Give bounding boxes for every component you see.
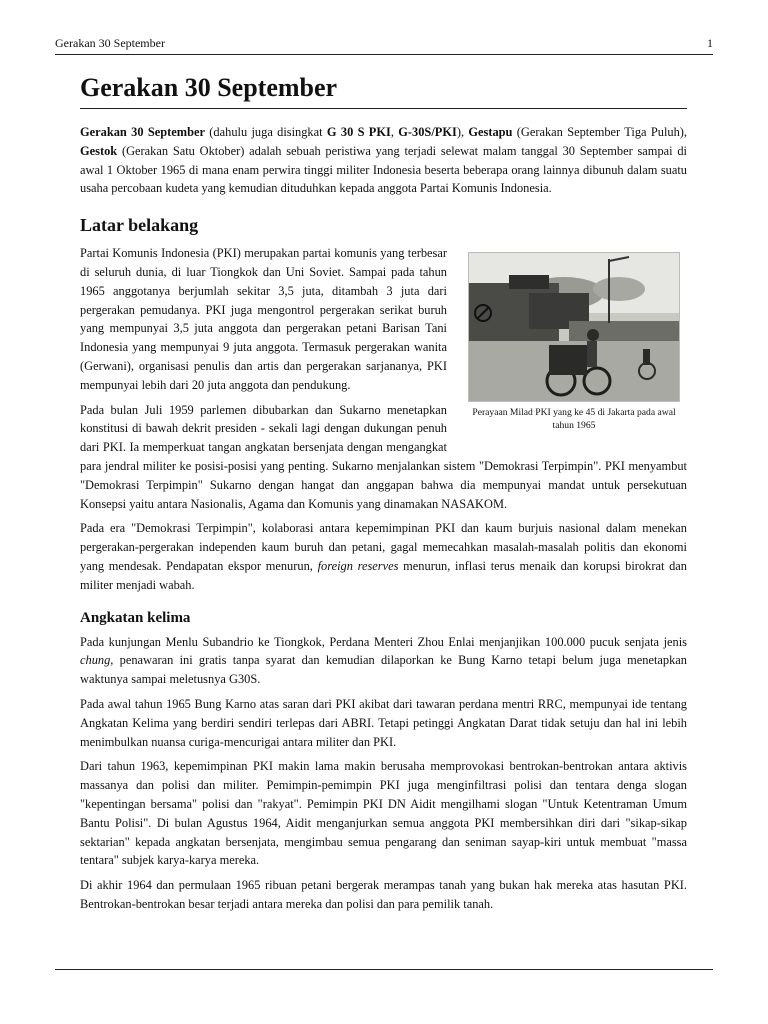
paragraph-text: menurun, inflasi terus menaik dan korupsi birokrat dan militer menjadi wabah. — [80, 558, 687, 592]
paragraph: Partai Komunis Indonesia (PKI) merupakan partai komunis yang terbesar di seluruh dunia, di luar Tiongkok dan Uni Soviet. Sampai pada tahun 1965 anggotanya berjumlah sekitar 3,5 juta, ditambah 3 juta dari pergerakan pemudanya. PKI juga mengontrol pergerakan serikat buruh yang mempunyai 3,5 juta anggota dan pergerakan petani Barisan Tani Indonesia yang mempunyai 9 juta anggota. Termasuk pergerakan wanita (Gerwani), organisasi penulis dan artis dan pergerakan sarjananya, PKI mempunyai lebih dari 20 juta anggota dan pendukung. — [80, 246, 447, 392]
paragraph — [80, 519, 687, 594]
section-heading-angkatan-kelima: Angkatan kelima — [80, 609, 191, 626]
intro-bold-3: G-30S/PKI — [398, 125, 457, 139]
intro-bold-1: Gerakan 30 September — [80, 125, 205, 139]
intro-text-3: ), — [456, 125, 469, 139]
italic-term: chung — [80, 653, 111, 668]
paragraph-text: Pada era "Demokrasi Terpimpin", kolaborasi antara kepemimpinan PKI dan kaum burjuis nasional dalam menekan pergerakan-pergerakan independen kaum buruh dan petani, gagal memecahkan masalah-masalah politis dan ekonomi yang mendesak. Pendapatan ekspor menurun, — [80, 521, 687, 573]
intro-paragraph — [80, 123, 687, 198]
figure-photo — [468, 252, 680, 402]
pki-rally-photo-illustration — [469, 253, 679, 401]
article-title: Gerakan 30 September — [80, 72, 687, 109]
intro-text-4: (Gerakan September Tiga Puluh), — [512, 125, 688, 139]
running-header — [55, 34, 713, 55]
figure-caption: Perayaan Milad PKI yang ke 45 di Jakarta pada awal tahun 1965 — [472, 407, 676, 432]
italic-term: foreign reserves — [317, 558, 399, 573]
running-title: Gerakan 30 September — [55, 36, 165, 50]
intro-text-1: (dahulu juga disingkat — [204, 125, 327, 139]
intro-bold-2: G 30 S PKI — [326, 125, 391, 139]
paragraph: Pada bulan Juli 1959 parlemen dibubarkan dan Sukarno menetapkan konstitusi di bawah dekrit presiden - sekali lagi dengan dukungan penuh dari PKI. Ia memperkuat tangan angkatan bersenjata dengan mengangkat para jendral militer ke posisi-posisi yang penting. Sukarno menjalankan sistem "Demokrasi Terpimpin". PKI menyambut "Demokrasi Terpimpin" Sukarno dengan hangat dan anggapan bahwa dia mempunyai mandat untuk persekutuan Konsepsi yaitu antara Nasionalis, Agama dan Komunis yang dinamakan NASAKOM. — [80, 402, 687, 511]
footer-rule — [55, 969, 713, 970]
intro-bold-4: Gestapu — [468, 125, 513, 139]
paragraph: Di akhir 1964 dan permulaan 1965 ribuan petani bergerak merampas tanah yang bukan hak mereka atas hasutan PKI. Bentrokan-bentrokan besar terjadi antara mereka dan polisi dan para pemilik tanah. — [80, 878, 687, 911]
intro-text-2: , — [390, 125, 399, 139]
figure — [461, 244, 687, 432]
section-heading-latar-belakang: Latar belakang — [80, 215, 199, 236]
intro-bold-5: Gestok — [80, 143, 118, 158]
paragraph-text: Pada kunjungan Menlu Subandrio ke Tiongkok, Perdana Menteri Zhou Enlai menjanjikan 100.000 pucuk senjata jenis — [80, 634, 687, 649]
page-number: 1 — [707, 36, 713, 50]
paragraph: Pada awal tahun 1965 Bung Karno atas saran dari PKI akibat dari tawaran perdana mentri RRC, mempunyai ide tentang Angkatan Kelima yang berdiri sendiri terlepas dari ABRI. Tetapi petinggi Angkatan Darat tidak setuju dan hal ini lebih menimbulkan nuansa curiga-mencurigai antara militer dan PKI. — [80, 696, 687, 749]
paragraph-text: , penawaran ini gratis tanpa syarat dan kemudian dilaporkan ke Bung Karno tetapi belum juga menetapkan waktunya sampai meletusnya G30S. — [80, 653, 687, 687]
paragraph — [80, 633, 687, 689]
intro-text-5: (Gerakan Satu Oktober) adalah sebuah peristiwa yang terjadi selewat malam tanggal 30 September sampai di awal 1 Oktober 1965 di mana enam perwira tinggi militer Indonesia beserta beberapa orang lainnya dibunuh dalam suatu usaha percobaan kudeta yang kemudian dituduhkan kepada anggota Partai Komunis Indonesia. — [80, 143, 687, 196]
paragraph: Dari tahun 1963, kepemimpinan PKI makin lama makin berusaha memprovokasi bentrokan-bentrokan antara aktivis massanya dan polisi dan militer. Pemimpin-pemimpin PKI juga menginfiltrasi polisi dan tentara denga slogan "kepentingan bersama" polisi dan "rakyat". Pemimpin PKI DN Aidit mengilhami slogan "Untuk Ketentraman Umum Bantu Polisi". Di bulan Agustus 1964, Aidit menganjurkan semua anggota PKI membersihkan diri dari "sikap-sikap sektarian" kepada angkatan bersenjata, mengimbau semua pengarang dan seniman sayap-kiri untuk membuat "massa tentara" subjek karya-karya mereka. — [80, 759, 687, 868]
article-body — [80, 72, 687, 920]
